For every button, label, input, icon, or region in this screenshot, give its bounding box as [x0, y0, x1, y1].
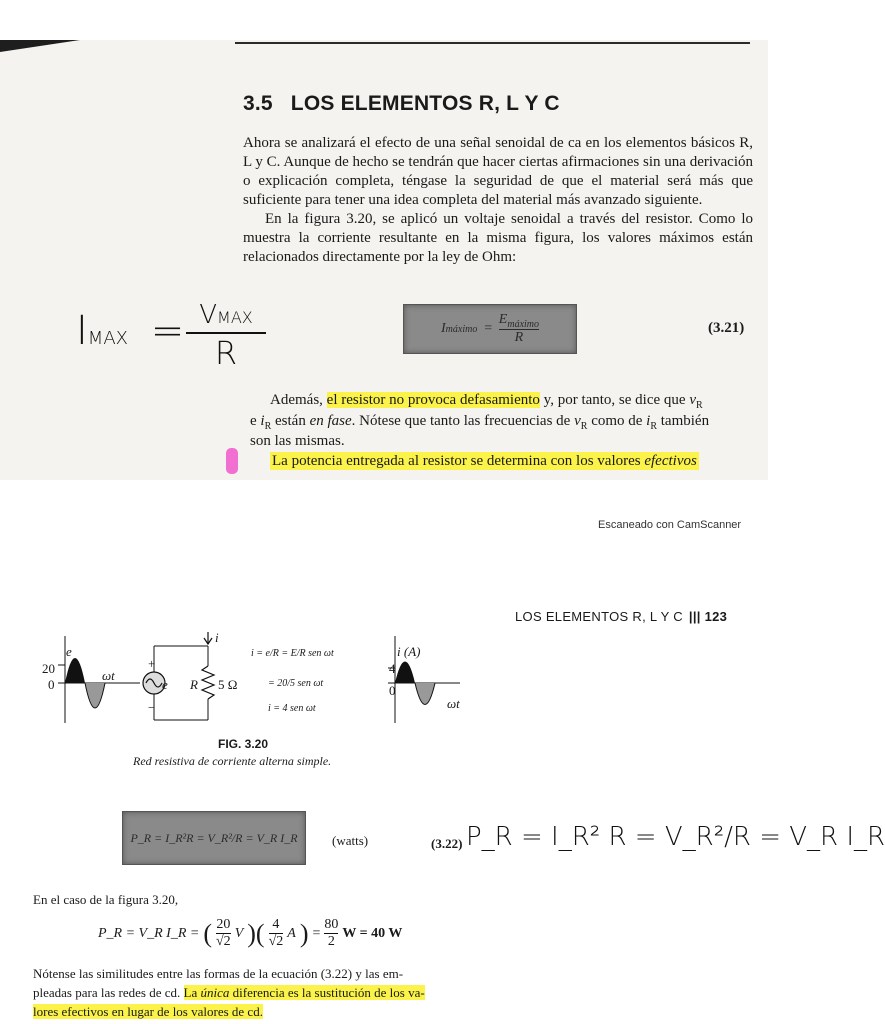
figure-caption: FIG. 3.20: [218, 737, 269, 751]
fig-source-e: e: [162, 677, 168, 692]
case-text: En el caso de la figura 3.20,: [33, 892, 179, 907]
final-paragraph-line1: Nótense las similitudes entre las formas de la ecuación (3.22) y las em-: [33, 966, 404, 981]
fig-eq-line3: i = 4 sen ωt: [268, 703, 316, 714]
fig-R-label: R: [190, 677, 198, 692]
paragraph-ohm: En la figura 3.20, se aplicó un voltaje senoidal a través del resistor. Como lo muestra la corriente resultante en la misma figura, los valores máximos están relacionados directamente por la ley de Ohm:: [243, 211, 753, 265]
final-paragraph-line3: lores efectivos en lugar de los valores de cd.: [33, 1004, 263, 1019]
running-head: LOS ELEMENTOS R, L Y C ||| 123: [515, 609, 728, 624]
header-rule: [235, 42, 750, 44]
fig-i-axis-label: i (A): [397, 644, 421, 659]
case-formula: P_R = V_R I_R = ( 20 √2 V )( 4 √2 A ) = $\frac{80}{2}$ W = 40 W: [98, 917, 403, 949]
top-margin: [0, 0, 768, 40]
fig-i-label: i: [215, 630, 219, 645]
camscanner-watermark: Escaneado con CamScanner: [598, 519, 742, 531]
equation-321-box: I máximo = $E_{máximo}$ R: [403, 304, 577, 354]
figure-description: Red resistiva de corriente alterna simple.: [133, 754, 332, 768]
fig-minus: −: [148, 700, 156, 715]
paragraph-phase-line1: Además, el resistor no provoca defasamiento y, por tanto, se dice que $v_R$: [270, 392, 703, 411]
paragraph-phase-line3: son las mismas.: [250, 433, 345, 449]
fig-R-value: 5 Ω: [218, 677, 238, 692]
fig-amp-i: 4: [389, 661, 396, 676]
section-title: 3.5 LOS ELEMENTOS R, L Y C: [243, 92, 560, 115]
fig-eq-line1: i = e/R = E/R sen ωt: [251, 648, 334, 659]
fig-e-label: e: [66, 644, 72, 659]
equation-322-number: (3.22): [431, 836, 463, 851]
paragraph-phase-line2: e $i_R$ están en fase. Nótese que tanto las frecuencias de $v_R$ como de $i_R$ también: [250, 413, 710, 432]
fig-wt-right: ωt: [447, 696, 460, 711]
handwritten-formula: IMAX =: [76, 308, 185, 354]
page-shadow-wedge: [0, 40, 80, 52]
fig-zero-left: 0: [48, 677, 55, 692]
fig-wt-left: ωt: [102, 668, 115, 683]
equation-321-number: (3.21): [708, 320, 745, 336]
paragraph-power: La potencia entregada al resistor se determina con los valores efectivos: [272, 453, 697, 469]
fig-plus: +: [148, 656, 156, 671]
fig-eq-line2: = 20/5 sen ωt: [268, 678, 324, 689]
fig-amp-e: 20: [42, 661, 55, 676]
paragraph-intro: Ahora se analizará el efecto de una señal senoidal de ca en los elementos básicos R, L y C. Aunque de hecho se tendrán que hacer ciertas afirmaciones sin una derivación o explicación completa, téngase la seguridad de que el material será más que suficiente para tener una idea completa del material más avanzado siguiente.: [243, 135, 753, 208]
equation-322-unit: (watts): [332, 833, 369, 848]
handwritten-322: P_R = I_R² R = V_R²/R = V_R I_R: [466, 822, 885, 852]
handwritten-fraction: VMAX R: [186, 300, 266, 372]
equation-322-box: P_R = I_R²R = V_R²/R = V_R I_R: [122, 811, 306, 865]
top-page-photo: [0, 0, 768, 480]
final-paragraph-line2: pleadas para las redes de cd. La única diferencia es la sustitución de los va-: [33, 985, 425, 1000]
pink-marker: [226, 448, 238, 474]
fig-zero-right: 0: [389, 683, 396, 698]
